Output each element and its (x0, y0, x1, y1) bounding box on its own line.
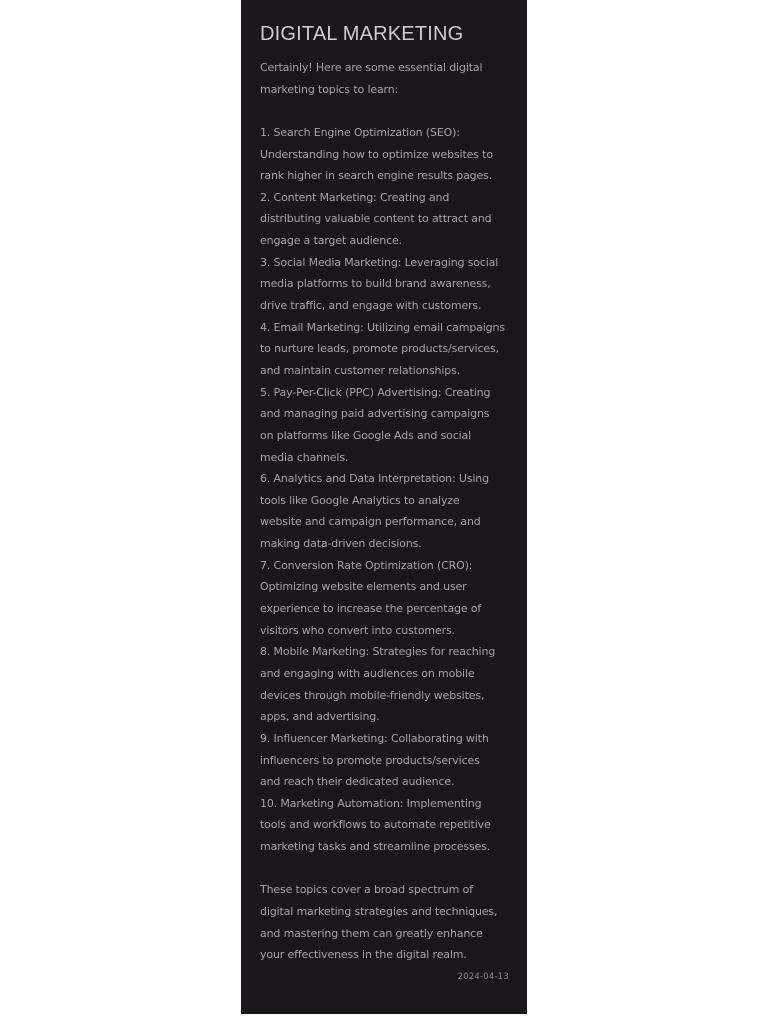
topic-line: 3. Social Media Marketing: Leveraging social (260, 255, 499, 269)
topic-line: Understanding how to optimize websites to (260, 147, 493, 161)
topic-line: rank higher in search engine results pages. (260, 169, 493, 183)
topic-line: experience to increase the percentage of (260, 602, 482, 616)
topic-line: media platforms to build brand awareness, (260, 277, 491, 291)
topic-line: Optimizing website elements and user (260, 580, 467, 594)
paragraph-spacer (260, 100, 508, 122)
topic-line: marketing tasks and streamline processes. (260, 840, 491, 854)
intro-line: Certainly! Here are some essential digital (260, 61, 483, 74)
note-card (241, 0, 527, 1014)
topic-line: engage a target audience. (260, 234, 402, 248)
topic-line: 4. Email Marketing: Utilizing email campaigns (260, 320, 505, 334)
topic-line: on platforms like Google Ads and social (260, 428, 472, 442)
topic-line: 7. Conversion Rate Optimization (CRO): (260, 558, 473, 572)
topic-line: and engaging with audiences on mobile (260, 666, 475, 680)
paragraph-spacer (260, 858, 508, 880)
topic-line: 9. Influencer Marketing: Collaborating with (260, 731, 489, 745)
topic-line: influencers to promote products/services (260, 753, 480, 767)
topic-line: 5. Pay-Per-Click (PPC) Advertising: Creating (260, 385, 491, 399)
note-body (260, 57, 508, 966)
conclusion-line: and mastering them can greatly enhance (260, 926, 483, 940)
conclusion-line: These topics cover a broad spectrum of (260, 883, 473, 897)
topic-line: 10. Marketing Automation: Implementing (260, 796, 482, 810)
conclusion-line: digital marketing strategies and techniques, (260, 904, 498, 918)
topic-line: tools and workflows to automate repetitive (260, 818, 491, 832)
note-date: 2024-04-13 (457, 972, 509, 982)
topic-line: making data-driven decisions. (260, 537, 422, 551)
topic-line: apps, and advertising. (260, 710, 380, 724)
topic-line: visitors who convert into customers. (260, 623, 455, 637)
topic-line: devices through mobile-friendly websites, (260, 688, 485, 702)
intro-line: marketing topics to learn: (260, 82, 399, 96)
topic-line: 2. Content Marketing: Creating and (260, 190, 450, 204)
topic-line: drive traffic, and engage with customers. (260, 299, 482, 313)
conclusion-line: your effectiveness in the digital realm. (260, 948, 467, 962)
topic-line: and managing paid advertising campaigns (260, 407, 490, 421)
topic-line: website and campaign performance, and (260, 515, 481, 529)
note-title: DIGITAL MARKETING (260, 23, 464, 45)
topic-line: tools like Google Analytics to analyze (260, 493, 460, 507)
topic-line: media channels. (260, 450, 349, 464)
topic-line: 8. Mobile Marketing: Strategies for reaching (260, 645, 496, 659)
topic-line: 6. Analytics and Data Interpretation: Using (260, 472, 489, 486)
topic-line: to nurture leads, promote products/services, (260, 342, 499, 356)
topic-line: and maintain customer relationships. (260, 363, 461, 377)
topic-line: and reach their dedicated audience. (260, 775, 455, 789)
topic-line: 1. Search Engine Optimization (SEO): (260, 125, 460, 139)
topic-line: distributing valuable content to attract and (260, 212, 492, 226)
